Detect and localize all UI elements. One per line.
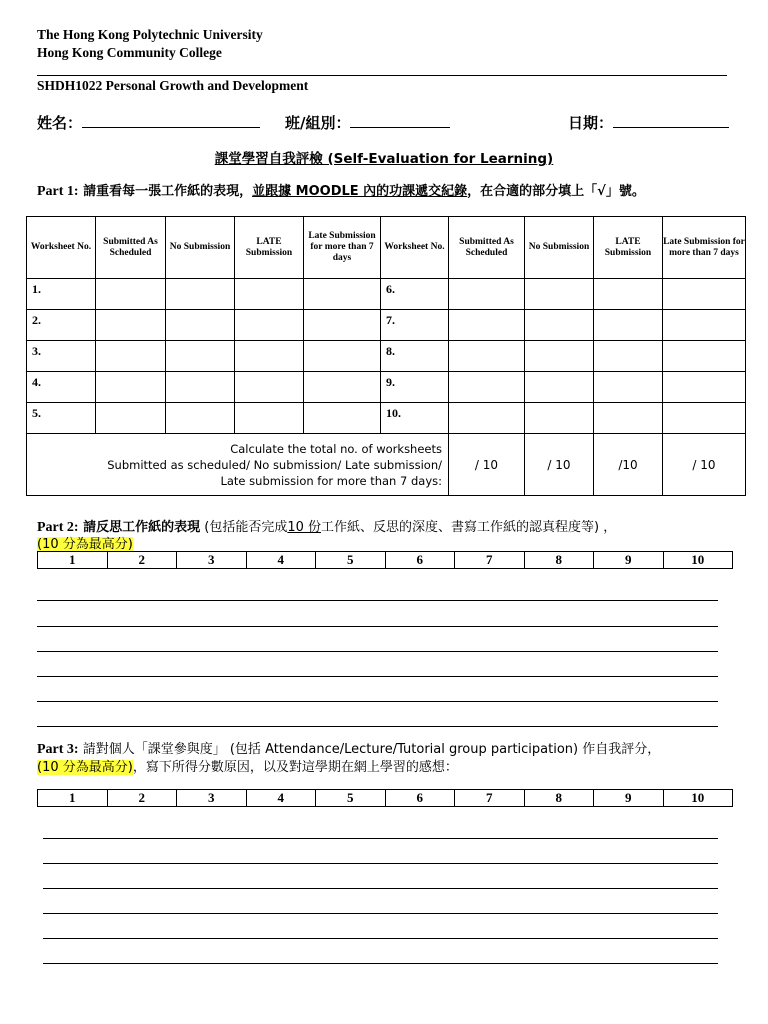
part3-line2 xyxy=(37,756,458,775)
check-cell[interactable] xyxy=(96,403,166,434)
worksheet-number: 9. xyxy=(381,372,449,403)
check-cell[interactable] xyxy=(235,403,304,434)
score-cell[interactable]: 3 xyxy=(177,790,247,807)
name-label: 姓名： xyxy=(37,114,83,132)
check-cell[interactable] xyxy=(663,403,746,434)
totals-row xyxy=(27,434,746,496)
col-late-7days: Late Submission for more than 7 days xyxy=(304,217,381,279)
university-name: The Hong Kong Polytechnic University xyxy=(37,27,263,42)
check-cell[interactable] xyxy=(663,372,746,403)
score-cell[interactable]: 6 xyxy=(385,552,455,569)
check-cell[interactable] xyxy=(525,372,594,403)
writing-line xyxy=(43,938,718,939)
check-cell[interactable] xyxy=(166,341,235,372)
part1-instruction xyxy=(37,180,645,200)
check-cell[interactable] xyxy=(594,372,663,403)
score-cell[interactable]: 10 xyxy=(663,552,733,569)
calc-line-3: Late submission for more than 7 days: xyxy=(220,473,442,488)
worksheet-number: 8. xyxy=(381,341,449,372)
check-cell[interactable] xyxy=(449,341,525,372)
part3-score-scale xyxy=(37,789,733,807)
worksheet-number: 7. xyxy=(381,310,449,341)
check-cell[interactable] xyxy=(594,279,663,310)
check-cell[interactable] xyxy=(304,403,381,434)
total-no-submission[interactable]: / 10 xyxy=(525,434,594,496)
check-cell[interactable] xyxy=(525,279,594,310)
writing-line xyxy=(37,600,718,601)
worksheet-number: 5. xyxy=(27,403,96,434)
score-cell[interactable]: 1 xyxy=(38,552,108,569)
check-cell[interactable] xyxy=(304,372,381,403)
check-cell[interactable] xyxy=(525,341,594,372)
writing-line xyxy=(37,726,718,727)
score-cell[interactable]: 8 xyxy=(524,552,594,569)
part3-text2: ，寫下所得分數原因，以及對這學期在網上學習的感想： xyxy=(132,760,458,775)
table-row xyxy=(27,279,746,310)
col-submitted: Submitted As Scheduled xyxy=(96,217,166,279)
check-cell[interactable] xyxy=(594,310,663,341)
score-cell[interactable]: 2 xyxy=(107,790,177,807)
form-title: 課堂學習自我評檢 (Self-Evaluation for Learning) xyxy=(214,151,554,167)
part2-bold-text: 請反思工作紙的表現 xyxy=(78,520,201,535)
date-field[interactable] xyxy=(568,112,729,133)
check-cell[interactable] xyxy=(166,310,235,341)
worksheet-number: 6. xyxy=(381,279,449,310)
check-cell[interactable] xyxy=(663,310,746,341)
check-cell[interactable] xyxy=(304,310,381,341)
worksheet-number: 2. xyxy=(27,310,96,341)
part2-max-note xyxy=(37,533,133,552)
score-cell[interactable]: 7 xyxy=(455,552,525,569)
score-cell[interactable]: 3 xyxy=(177,552,247,569)
table-header-row xyxy=(27,217,746,279)
score-cell[interactable]: 9 xyxy=(594,790,664,807)
col-late: LATE Submission xyxy=(235,217,304,279)
class-blank[interactable] xyxy=(350,113,450,128)
col-no-submission-right: No Submission xyxy=(525,217,594,279)
table-row xyxy=(27,403,746,434)
check-cell[interactable] xyxy=(525,310,594,341)
table-row xyxy=(27,341,746,372)
check-cell[interactable] xyxy=(96,341,166,372)
part3-text: 請對個人「課堂參與度」 (包括 Attendance/Lecture/Tutorial group participation) 作自我評分， xyxy=(78,742,661,757)
check-cell[interactable] xyxy=(663,341,746,372)
part1-text-underlined: 並跟據 MOODLE 內的功課遞交紀錄 xyxy=(252,184,468,199)
check-cell[interactable] xyxy=(594,341,663,372)
class-field[interactable] xyxy=(285,112,450,133)
totals-description xyxy=(27,434,449,496)
check-cell[interactable] xyxy=(235,310,304,341)
worksheet-number: 10. xyxy=(381,403,449,434)
col-late-7days-right: Late Submission for more than 7 days xyxy=(663,217,746,279)
calc-line-2: Submitted as scheduled/ No submission/ Late submission/ xyxy=(107,457,442,472)
writing-line xyxy=(37,626,718,627)
check-cell[interactable] xyxy=(304,279,381,310)
check-cell[interactable] xyxy=(96,310,166,341)
worksheet-table xyxy=(26,216,746,496)
score-cell[interactable]: 4 xyxy=(246,552,316,569)
score-cell[interactable]: 9 xyxy=(594,552,664,569)
table-row xyxy=(27,310,746,341)
check-cell[interactable] xyxy=(235,341,304,372)
writing-line xyxy=(43,863,718,864)
part2-underlined: 10 份 xyxy=(287,520,322,535)
total-late-7days[interactable]: / 10 xyxy=(663,434,746,496)
part2-text-a: (包括能否完成 xyxy=(200,520,288,535)
check-cell[interactable] xyxy=(166,372,235,403)
part3-instruction xyxy=(37,738,660,758)
calc-line-1: Calculate the total no. of worksheets xyxy=(230,441,442,456)
score-cell[interactable]: 2 xyxy=(107,552,177,569)
col-submitted-right: Submitted As Scheduled xyxy=(449,217,525,279)
col-worksheet-no: Worksheet No. xyxy=(27,217,96,279)
check-cell[interactable] xyxy=(166,403,235,434)
part3-max-highlight: (10 分為最高分) xyxy=(37,760,133,775)
check-cell[interactable] xyxy=(449,310,525,341)
check-cell[interactable] xyxy=(235,279,304,310)
class-label: 班/組別： xyxy=(285,114,351,132)
check-cell[interactable] xyxy=(96,279,166,310)
check-cell[interactable] xyxy=(663,279,746,310)
check-cell[interactable] xyxy=(449,372,525,403)
score-cell[interactable]: 6 xyxy=(385,790,455,807)
writing-line xyxy=(37,701,718,702)
score-cell[interactable]: 10 xyxy=(663,790,733,807)
check-cell[interactable] xyxy=(304,341,381,372)
check-cell[interactable] xyxy=(166,279,235,310)
col-worksheet-no-right: Worksheet No. xyxy=(381,217,449,279)
worksheet-number: 1. xyxy=(27,279,96,310)
header-divider xyxy=(37,75,727,76)
part2-label: Part 2: xyxy=(37,520,79,535)
writing-line xyxy=(43,888,718,889)
writing-line xyxy=(37,676,718,677)
writing-line xyxy=(43,913,718,914)
check-cell[interactable] xyxy=(525,403,594,434)
score-cell[interactable]: 4 xyxy=(246,790,316,807)
part2-score-scale xyxy=(37,551,733,569)
score-cell[interactable]: 8 xyxy=(524,790,594,807)
name-blank[interactable] xyxy=(82,113,260,128)
check-cell[interactable] xyxy=(594,403,663,434)
part1-label: Part 1: xyxy=(37,184,79,199)
part1-text-b: ，在合適的部分填上「√」號。 xyxy=(467,184,645,199)
name-field[interactable] xyxy=(37,112,260,133)
college-name: Hong Kong Community College xyxy=(37,45,222,60)
part2-text-b: 工作紙、反思的深度、書寫工作紙的認真程度等) ， xyxy=(321,520,617,535)
table-row xyxy=(27,372,746,403)
score-cell[interactable]: 5 xyxy=(316,552,386,569)
check-cell[interactable] xyxy=(449,279,525,310)
writing-line xyxy=(43,963,718,964)
score-cell[interactable]: 5 xyxy=(316,790,386,807)
part2-max-highlight: (10 分為最高分) xyxy=(37,537,133,552)
part3-label: Part 3: xyxy=(37,742,79,757)
check-cell[interactable] xyxy=(235,372,304,403)
col-late-right: LATE Submission xyxy=(594,217,663,279)
total-submitted[interactable]: / 10 xyxy=(449,434,525,496)
check-cell[interactable] xyxy=(96,372,166,403)
worksheet-number: 3. xyxy=(27,341,96,372)
score-cell[interactable]: 1 xyxy=(38,790,108,807)
writing-line xyxy=(37,651,718,652)
score-cell[interactable]: 7 xyxy=(455,790,525,807)
col-no-submission: No Submission xyxy=(166,217,235,279)
date-blank[interactable] xyxy=(613,113,729,128)
total-late[interactable]: /10 xyxy=(594,434,663,496)
date-label: 日期： xyxy=(568,114,614,132)
writing-line xyxy=(43,838,718,839)
worksheet-number: 4. xyxy=(27,372,96,403)
course-title: SHDH1022 Personal Growth and Development xyxy=(37,78,309,93)
part1-text-a: 請重看每一張工作紙的表現， xyxy=(78,184,253,199)
check-cell[interactable] xyxy=(449,403,525,434)
